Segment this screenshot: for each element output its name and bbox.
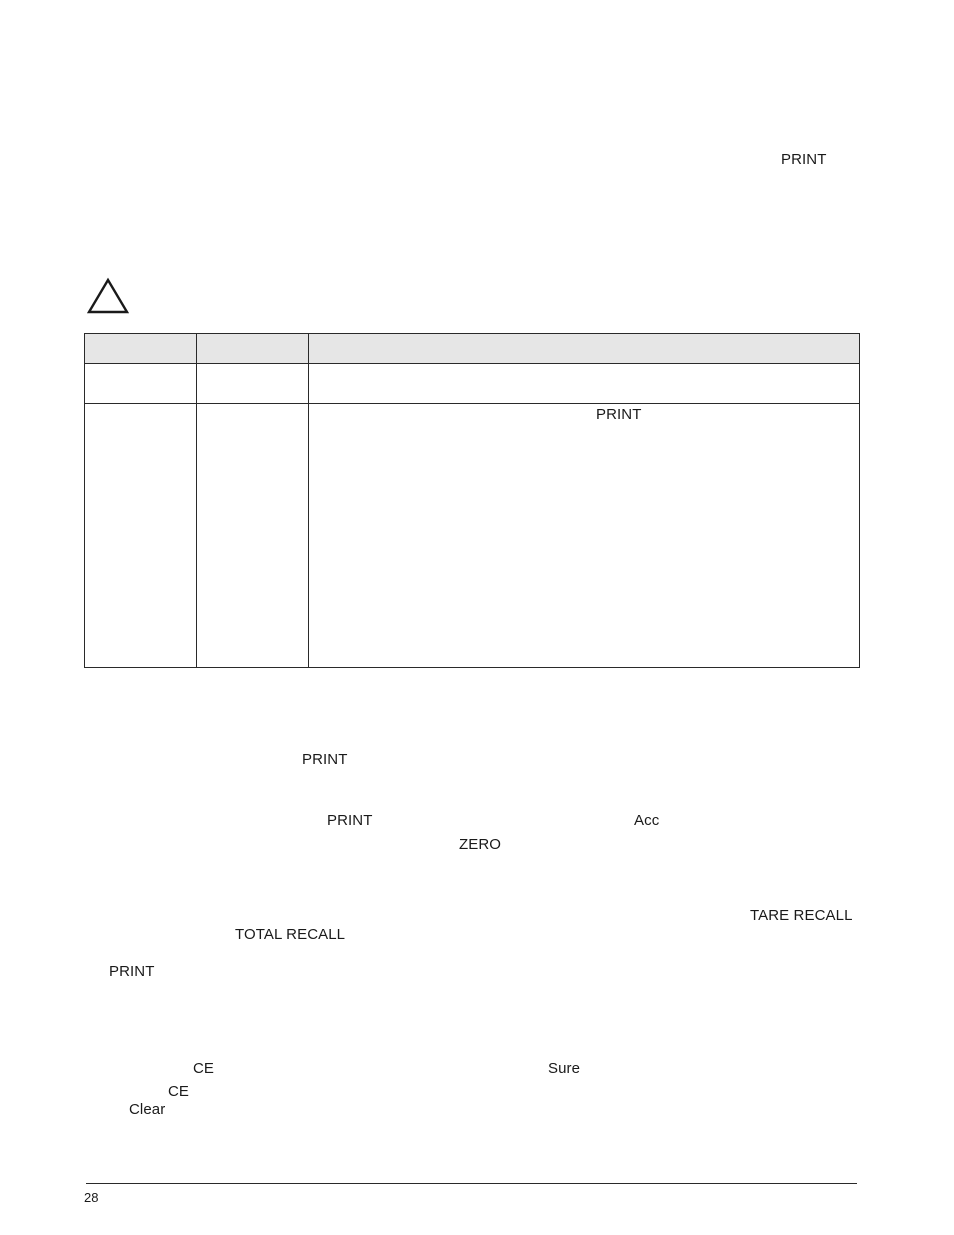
table-cell: [85, 364, 197, 404]
acc-display-label: Acc: [634, 812, 660, 829]
print-key-label: PRINT: [327, 812, 373, 829]
table-row: [85, 364, 860, 404]
warning-triangle-icon: [86, 277, 130, 315]
footer-divider: [86, 1183, 857, 1184]
table-header-row: [85, 334, 860, 364]
spec-table: [84, 333, 860, 668]
table-header-cell: [197, 334, 309, 364]
table-cell: [197, 364, 309, 404]
sure-display-label: Sure: [548, 1060, 581, 1077]
print-key-label: PRINT: [781, 151, 827, 168]
table-cell: [85, 404, 197, 668]
print-key-label: PRINT: [109, 963, 155, 980]
ce-key-label: CE: [193, 1060, 215, 1077]
page-number: 28: [84, 1190, 99, 1205]
clear-display-label: Clear: [129, 1101, 166, 1118]
table-cell: [309, 404, 860, 668]
table-cell: [309, 364, 860, 404]
table-header-cell: [309, 334, 860, 364]
table-row: [85, 404, 860, 668]
table-header-cell: [85, 334, 197, 364]
table-cell: [197, 404, 309, 668]
zero-key-label: ZERO: [459, 836, 502, 853]
total-recall-key-label: TOTAL RECALL: [235, 926, 346, 943]
tare-recall-key-label: TARE RECALL: [750, 907, 853, 924]
print-key-label: PRINT: [302, 751, 348, 768]
ce-key-label: CE: [168, 1083, 190, 1100]
print-key-label: PRINT: [596, 406, 642, 423]
